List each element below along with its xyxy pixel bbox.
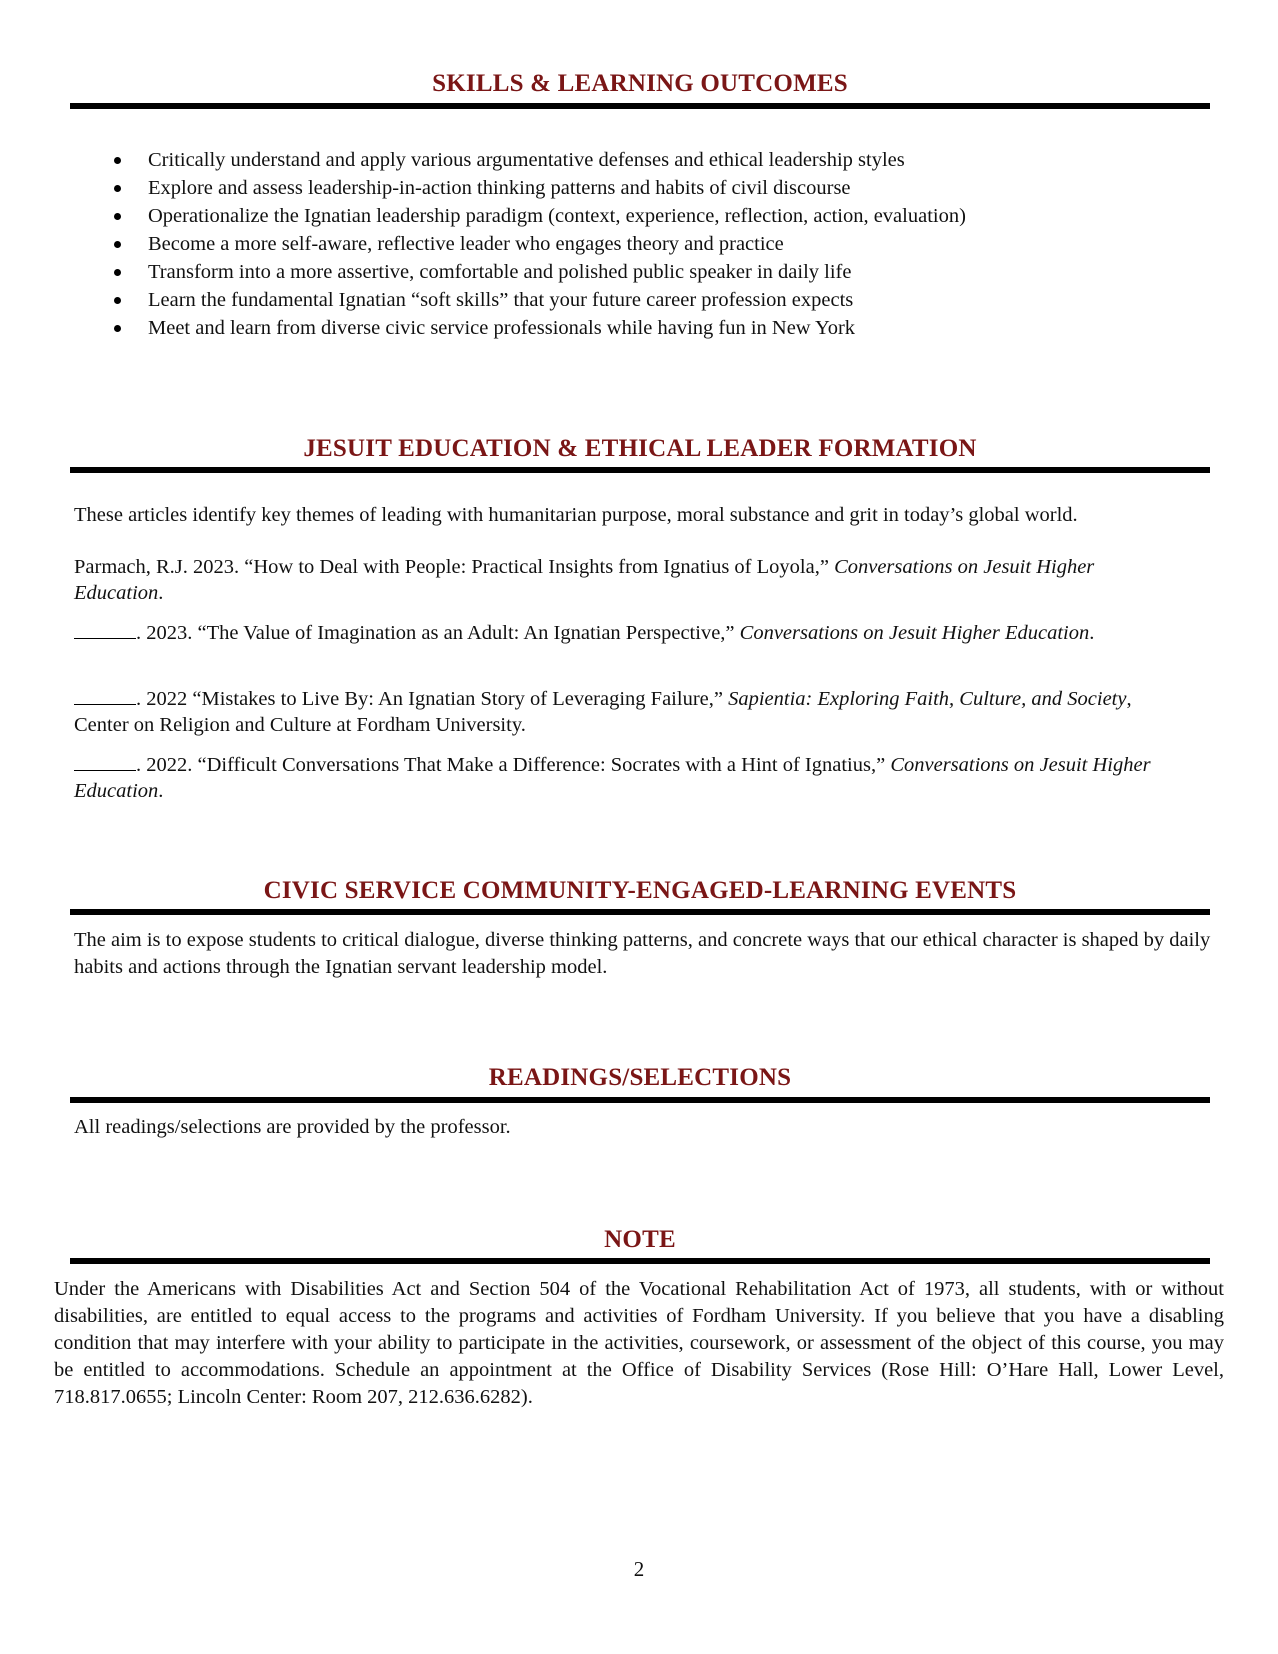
bullet-icon xyxy=(114,157,121,164)
section-divider xyxy=(70,103,1210,109)
bullet-icon xyxy=(114,269,121,276)
section-title-jesuit: JESUIT EDUCATION & ETHICAL LEADER FORMATION xyxy=(303,435,977,462)
reference-item: . 2022 “Mistakes to Live By: An Ignatian Story of Leveraging Failure,” Sapientia: Exploring Faith, Culture, and Society, Center on Religion and Culture at Fordham University. xyxy=(74,688,1132,736)
reference-item: . 2022. “Difficult Conversations That Make a Difference: Socrates with a Hint of Ignatius,” Conversations on Jesuit Higher Education. xyxy=(74,754,1151,802)
readings-body: All readings/selections are provided by the professor. xyxy=(74,1116,511,1138)
section-title-readings: READINGS/SELECTIONS xyxy=(488,1064,792,1091)
list-item: Critically understand and apply various argumentative defenses and ethical leadership styles xyxy=(110,146,966,174)
reference-item: . 2023. “The Value of Imagination as an Adult: An Ignatian Perspective,” Conversations on Jesuit Higher Education. xyxy=(74,620,1174,646)
list-item: Become a more self-aware, reflective leader who engages theory and practice xyxy=(110,230,966,258)
bullet-icon xyxy=(114,185,121,192)
section-divider xyxy=(70,1258,1210,1264)
list-item: Operationalize the Ignatian leadership paradigm (context, experience, reflection, action, evaluation) xyxy=(110,202,966,230)
section-title-skills: SKILLS & LEARNING OUTCOMES xyxy=(432,70,848,97)
skills-list xyxy=(110,146,966,342)
reference-item: Parmach, R.J. 2023. “How to Deal with People: Practical Insights from Ignatius of Loyola,” Conversations on Jesuit Higher Education. xyxy=(74,556,1095,604)
list-item: Explore and assess leadership-in-action thinking patterns and habits of civil discourse xyxy=(110,174,966,202)
bullet-icon xyxy=(114,213,121,220)
jesuit-intro: These articles identify key themes of leading with humanitarian purpose, moral substance and grit in today’s global world. xyxy=(74,504,1078,526)
list-item: Learn the fundamental Ignatian “soft skills” that your future career profession expects xyxy=(110,286,966,314)
section-title-civic: CIVIC SERVICE COMMUNITY-ENGAGED-LEARNING EVENTS xyxy=(263,877,1017,904)
section-divider xyxy=(70,1097,1210,1103)
section-divider xyxy=(70,467,1210,473)
bullet-icon xyxy=(114,297,121,304)
journal-title: Conversations on Jesuit Higher Education xyxy=(74,556,1095,604)
journal-title: Conversations on Jesuit Higher Education xyxy=(74,754,1151,802)
bullet-icon xyxy=(114,241,121,248)
bullet-icon xyxy=(114,325,121,332)
journal-title: Sapientia: Exploring Faith, Culture, and Society xyxy=(728,688,1127,710)
section-title-note: NOTE xyxy=(604,1226,676,1253)
author-blank-line xyxy=(74,686,136,705)
section-divider xyxy=(70,909,1210,915)
journal-title: Conversations on Jesuit Higher Education xyxy=(739,622,1090,644)
list-item: Transform into a more assertive, comfortable and polished public speaker in daily life xyxy=(110,258,966,286)
author-blank-line xyxy=(74,620,136,639)
list-item: Meet and learn from diverse civic service professionals while having fun in New York xyxy=(110,314,966,342)
author-blank-line xyxy=(74,752,136,771)
civic-body: The aim is to expose students to critical dialogue, diverse thinking patterns, and concrete ways that our ethical character is shaped by daily habits and actions through the Ignatian servant leadership model. xyxy=(74,929,1211,978)
page-number: 2 xyxy=(633,1557,645,1581)
note-body: Under the Americans with Disabilities Act and Section 504 of the Vocational Rehabilitation Act of 1973, all students, with or without disabilities, are entitled to equal access to the programs and activities of Fordham University. If you believe that you have a disabling condition that may interfere with your ability to participate in the activities, coursework, or assessment of the object of this course, you may be entitled to accommodations. Schedule an appointment at the Office of Disability Services (Rose Hill: O’Hare Hall, Lower Level, 718.817.0655; Lincoln Center: Room 207, 212.636.6282). xyxy=(54,1278,1224,1408)
